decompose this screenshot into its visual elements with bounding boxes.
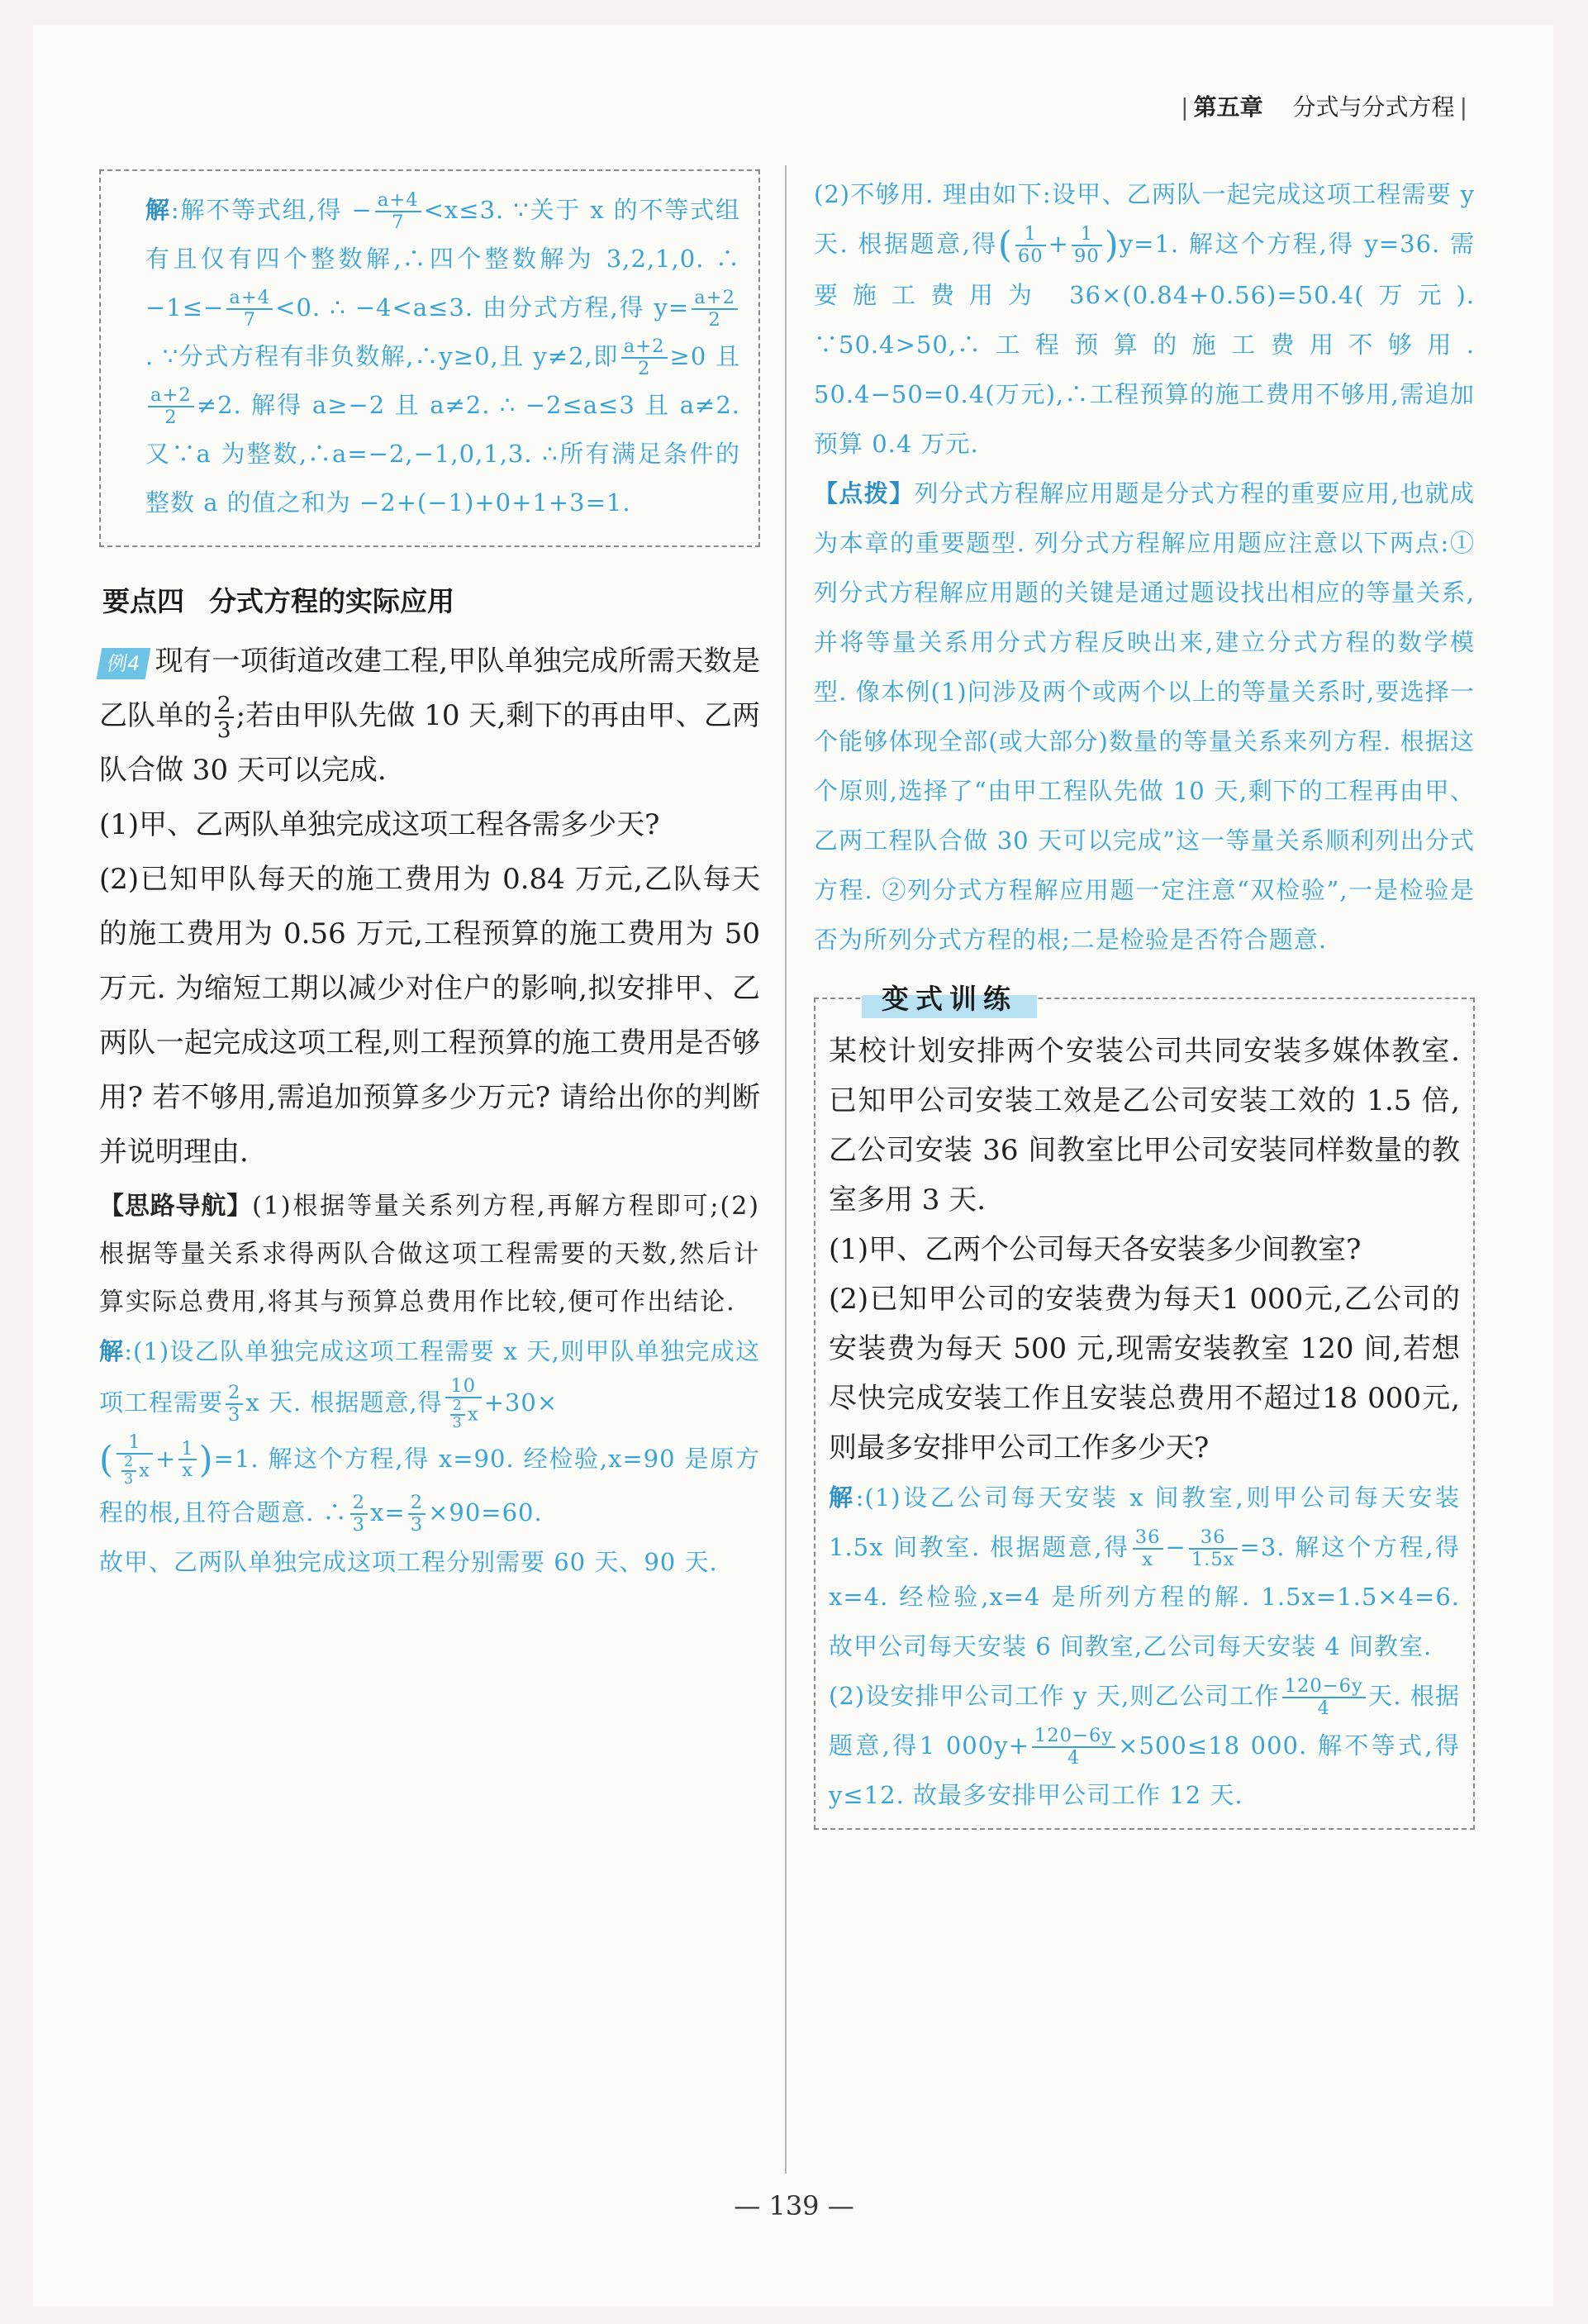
- fraction: [692, 288, 738, 331]
- solution-text: . ∵分式方程有非负数解,∴y≥0,且 y≠2,即: [145, 342, 619, 370]
- fraction: [408, 1493, 426, 1536]
- fraction-denominator: 90: [1073, 245, 1100, 267]
- fraction-denominator: 3: [410, 1514, 424, 1536]
- solution-text: x=: [370, 1498, 406, 1527]
- fraction-numerator: a+4: [226, 288, 273, 310]
- variant-training-title: 变式训练: [862, 976, 1037, 1018]
- fraction-numerator: 36: [1189, 1527, 1238, 1550]
- section-title: 分式方程的实际应用: [209, 585, 454, 617]
- solution-label: 解: [145, 196, 171, 224]
- solution-text: (2)设安排甲公司工作 y 天,则乙公司工作: [829, 1682, 1280, 1710]
- solution-text: <0. ∴ −4<a≤3. 由分式方程,得 y=: [275, 293, 690, 321]
- fraction-numerator: 120−6y: [1282, 1676, 1366, 1698]
- solution-text: ×500≤18 000. 解不等式,得 y≤12. 故最多安排甲公司工作 12 天.: [829, 1731, 1461, 1809]
- fraction-numerator: 1: [1072, 224, 1102, 246]
- problem-text: ;若由甲队先做 10 天,剩下的再由甲、乙两队合做 30 天可以完成.: [99, 699, 761, 787]
- solution-text: ×90=60.: [428, 1498, 543, 1527]
- solution-text: y=1. 解这个方程,得 y=36. 需要施工费用为 36×(0.84+0.56)=50.4(万元). ∵50.4>50,∴工程预算的施工费用不够用. 50.4−50=0.4(万元),∴工程预算的施工费用不够用,需追加预算 0.4 万元.: [814, 230, 1476, 458]
- training-question-2: (2)已知甲公司的安装费为每天1 000元,乙公司的安装费为每天 500 元,现需安装教室 120 间,若想尽快完成安装工作且安装总费用不超过18 000元,则最多安排甲公司工作多少天?: [829, 1283, 1460, 1464]
- compound-fraction: [116, 1432, 153, 1488]
- fraction: [148, 385, 194, 428]
- fraction-denominator: 3: [216, 717, 231, 743]
- chapter-label: 第五章: [1193, 93, 1263, 121]
- column-divider: [785, 165, 787, 2174]
- solution-text: :(1)设乙公司每天安装 x 间教室,则甲公司每天安装 1.5x 间教室. 根据题意,得: [829, 1483, 1460, 1561]
- solution-text: 天. 根据题意,得1 000y+: [829, 1682, 1461, 1760]
- solution-text: =3. 解这个方程,得 x=4. 经检验,x=4 是所列方程的解. 1.5x=1.5×4=6. 故甲公司每天安装 6 间教室,乙公司每天安装 4 间教室.: [829, 1533, 1460, 1660]
- chapter-title: 分式与分式方程: [1292, 93, 1455, 121]
- section-heading: [102, 580, 760, 619]
- solution-label: 解: [99, 1337, 125, 1365]
- running-header: | 第五章 分式与分式方程 |: [1181, 93, 1467, 121]
- example-solution-part2: (2)不够用. 理由如下:设甲、乙两队一起完成这项工程需要 y 天. 根据题意,得( $\frac{1}{60}$ + $\frac{1}{90}$ )y=1. 解这个方程,得 y=36. 需要施工费用为 36×(0.84+0.56)=50.4(万元). ∵50.4>50,∴工程预算的施工费用不够用. 50.4−50=0.4(万元),∴工程预算的施工费用不够用,需追加预算 0.4 万元. 【点拨】列分式方程解应用题是分式方程的重要应用,也就成为本章的重要题型. 列分式方程解应用题应注意以下两点:①列分式方程解应用题的关键是通过题设找出相应的等量关系,并将等量关系用分式方程反映出来,建立分式方程的数学模型. 像本例(1)问涉及两个或两个以上的等量关系时,要选择一个能够体现全部(或大部分)数量的等量关系来列方程. 根据这个原则,选择了“由甲工程队先做 10 天,剩下的工程再由甲、乙两工程队合做 30 天可以完成”这一等量关系顺利列出分式方程. ②列分式方程解应用题一定注意“双检验”,一是检验是否为所列分式方程的根;二是检验是否符合题意.: [814, 180, 1476, 954]
- fraction: [1133, 1527, 1163, 1570]
- fraction: [621, 336, 668, 379]
- fraction-denominator: 3: [352, 1514, 366, 1536]
- fraction-numerator: 120−6y: [1032, 1726, 1115, 1748]
- fraction-numerator: 2: [121, 1455, 136, 1472]
- training-question-1: (1)甲、乙两个公司每天各安装多少间教室?: [829, 1233, 1362, 1266]
- fraction: [178, 1439, 196, 1482]
- fraction-numerator: 2: [350, 1493, 368, 1515]
- fraction-denominator: 2: [164, 407, 178, 428]
- variable: x: [139, 1459, 150, 1481]
- solution-label: 解: [829, 1483, 856, 1512]
- fraction-denominator: 2: [708, 309, 721, 331]
- question-2: (2)已知甲队每天的施工费用为 0.84 万元,乙队每天的施工费用为 0.56 万元,工程预算的施工费用为 50 万元. 为缩短工期以减少对住户的影响,拟安排甲、乙两队一起完成这项工程,则工程预算的施工费用是否够用? 若不够用,需追加预算多少万元? 请给出你的判断并说明理由.: [99, 863, 760, 1169]
- fraction: [121, 1455, 136, 1488]
- guide-text: (1)根据等量关系列方程,再解方程即可;(2)根据等量关系求得两队合做这项工程需要的天数,然后计算实际总费用,将其与预算总费用作比较,便可作出结论.: [99, 1192, 761, 1317]
- fraction-numerator: 2: [408, 1493, 426, 1515]
- fraction-denominator: 3: [452, 1415, 463, 1432]
- fraction: [350, 1493, 368, 1536]
- fraction-denominator: 60: [1017, 245, 1044, 267]
- fraction: [1282, 1676, 1366, 1719]
- fraction-numerator: 2: [215, 693, 234, 718]
- left-column: [99, 169, 760, 1587]
- fraction-numerator: a+2: [692, 288, 738, 310]
- solution-text: :(1)设乙队单独完成这项工程需要 x 天,则甲队单独完成这项工程需要: [99, 1337, 760, 1417]
- page-number-value: 139: [768, 2190, 820, 2222]
- right-paren: ): [1104, 225, 1120, 266]
- left-paren: (: [997, 225, 1013, 266]
- fraction: [1015, 224, 1046, 267]
- fraction-numerator: 2: [450, 1398, 465, 1416]
- guide-label: 【思路导航】: [99, 1192, 253, 1221]
- training-problem: [829, 1026, 1460, 1473]
- solution-conclusion: 故甲、乙两队单独完成这项工程分别需要 60 天、90 天.: [99, 1548, 718, 1577]
- page-number: — 139 —: [734, 2190, 854, 2222]
- fraction-denominator: x: [182, 1460, 193, 1482]
- thinking-guide: [99, 1183, 760, 1326]
- fraction-denominator: [116, 1455, 153, 1488]
- fraction: [1072, 224, 1102, 267]
- variable: x: [467, 1403, 479, 1426]
- fraction-denominator: [445, 1398, 482, 1432]
- compound-fraction: [445, 1376, 482, 1432]
- solution-text: +30×: [483, 1388, 559, 1417]
- fraction-numerator: 1: [1015, 224, 1046, 246]
- solution-text: <x≤3. ∵关于 x 的不等式组有且仅有四个整数解,∴四个整数解为 3,2,1,0. ∴ −1≤−: [145, 196, 740, 321]
- fraction-numerator: 10: [445, 1376, 482, 1398]
- fraction-denominator: 2: [637, 358, 651, 379]
- fraction: [450, 1398, 465, 1432]
- fraction-denominator: 3: [228, 1403, 241, 1426]
- section-number: 要点四: [102, 585, 184, 617]
- solution-text: ≠2. 解得 a≥−2 且 a≠2. ∴ −2≤a≤3 且 a≠2. 又∵a 为整数,∴a=−2,−1,0,1,3. ∴所有满足条件的整数 a 的值之和为 −2+(−1)+0+1+3=1.: [145, 391, 740, 517]
- solution-text: =1. 解这个方程,得 x=90. 经检验,x=90 是原方程的根,且符合题意. ∴: [99, 1444, 760, 1527]
- training-problem-text: 某校计划安排两个安装公司共同安装多媒体教室. 已知甲公司安装工效是乙公司安装工效的 1.5 倍,乙公司安装 36 间教室比甲公司安装同样数量的教室多用 3 天.: [829, 1035, 1460, 1217]
- solution-text: x 天. 根据题意,得: [245, 1388, 443, 1417]
- right-column: [814, 169, 1475, 1830]
- fraction-numerator: 2: [226, 1383, 243, 1405]
- fraction-denominator: 1.5x: [1191, 1549, 1235, 1570]
- fraction-numerator: 1: [116, 1432, 153, 1455]
- fraction: [226, 1383, 243, 1426]
- minus-sign: −: [1165, 1533, 1186, 1561]
- fraction-denominator: 3: [123, 1470, 135, 1488]
- fraction: [1032, 1726, 1115, 1769]
- left-paren: (: [99, 1439, 114, 1481]
- tip-text: 列分式方程解应用题是分式方程的重要应用,也就成为本章的重要题型. 列分式方程解应用题应注意以下两点:①列分式方程解应用题的关键是通过题设找出相应的等量关系,并将等量关系用分式方程反映出来,建立分式方程的数学模型. 像本例(1)问涉及两个或两个以上的等量关系时,要选择一个能够体现全部(或大部分)数量的等量关系来列方程. 根据这个原则,选择了“由甲工程队先做 10 天,剩下的工程再由甲、乙两工程队合做 30 天可以完成”这一等量关系顺利列出分式方程. ②列分式方程解应用题一定注意“双检验”,一是检验是否为所列分式方程的根;二是检验是否符合题意.: [814, 479, 1475, 954]
- fraction-denominator: 4: [1067, 1747, 1081, 1769]
- problem-text: 现有一项街道改建工程,甲队单独完成所需天数是乙队单的: [99, 645, 760, 732]
- example-solution: 解:(1)设乙队单独完成这项工程需要 x 天,则甲队单独完成这项工程需要 $\frac{2}{3}$ x 天. 根据题意,得 10 $\frac{2}{3}$ x +30× ( 1 $\frac{2}{3}$ x + $\frac{1}{x}$ )=1. 解这个方程,得 x=90. 经检验,x=90 是原方程的根,且符合题意. ∴ $\frac{2}{3}$ x= $\frac{2}{3}$ ×90=60. 故甲、乙两队单独完成这项工程分别需要 60 天、90 天.: [99, 1326, 760, 1587]
- example-problem: [99, 634, 760, 1179]
- fraction-denominator: 4: [1317, 1698, 1330, 1719]
- fraction: [215, 693, 234, 742]
- fraction-numerator: 1: [178, 1439, 196, 1461]
- question-1: (1)甲、乙两队单独完成这项工程各需多少天?: [99, 808, 660, 841]
- fraction-numerator: 36: [1133, 1527, 1163, 1550]
- previous-solution-box: [99, 169, 760, 547]
- fraction: [375, 190, 421, 233]
- training-solution: [829, 1473, 1460, 1820]
- tip-label: 【点拨】: [814, 479, 915, 507]
- solution-text: (2)不够用. 理由如下:设甲、乙两队一起完成这项工程需要 y 天. 根据题意,得: [814, 180, 1475, 258]
- fraction-numerator: a+2: [148, 385, 194, 407]
- fraction-denominator: 7: [243, 309, 256, 331]
- fraction-numerator: a+4: [375, 190, 421, 212]
- fraction-denominator: 7: [392, 212, 405, 233]
- variant-training-box: [814, 983, 1475, 1830]
- right-paren: ): [198, 1439, 214, 1481]
- solution-text: ≥0 且: [669, 342, 740, 370]
- solution-text: :解不等式组,得 −: [170, 196, 373, 224]
- fraction-denominator: x: [1142, 1549, 1153, 1570]
- example-tag: 例4: [97, 648, 151, 679]
- fraction-numerator: a+2: [621, 336, 668, 359]
- fraction: [1189, 1527, 1238, 1570]
- fraction: [226, 288, 273, 331]
